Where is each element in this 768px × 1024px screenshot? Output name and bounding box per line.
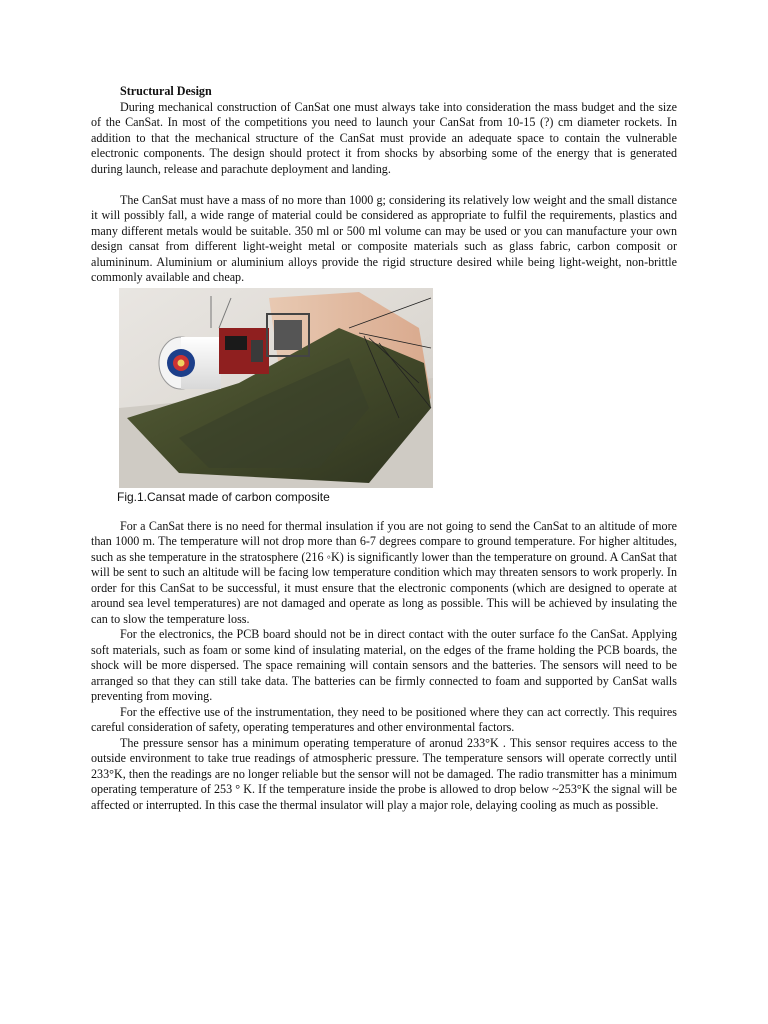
document-body <box>91 84 677 813</box>
paragraph-thermal-insulation: For a CanSat there is no need for thermal insulation if you are not going to send the CanSat to an altitude of more than 1000 m. The temperature will not drop more than 6-7 degrees compare to ground temperature. For higher altitudes, such as she temperature in the stratosphere (216 ◦K) is significantly lower than the temperature on ground. A CanSat that will be sent to such an altitude will be facing low temperature condition which may threaten sensors to work properly. In order for this CanSat to be successful, it must ensure that the electronic components (which are designed to operate at around sea level temperatures) are not damaged and operate as long as possible. This will be achieved by insulating the can to slow the temperature loss. <box>91 518 677 626</box>
figure <box>119 288 433 505</box>
paragraph-electronics: For the electronics, the PCB board should not be in direct contact with the outer surface fo the CanSat. Applying soft materials, such as foam or some kind of insulating material, on the edges of the frame holding the PCB boards, the shock will be more dispersed. The space remaining will contain sensors and the batteries. The sensors will need to be arranged so that they can still take data. The batteries can be firmly connected to foam and supported by CanSat walls preventing from moving. <box>91 627 677 703</box>
figure-caption: Fig.1.Cansat made of carbon composite <box>117 489 330 504</box>
section-heading: Structural Design <box>120 84 212 98</box>
paragraph-mass-budget: During mechanical construction of CanSat one must always take into consideration the mass budget and the size of the CanSat. In most of the competitions you need to launch your CanSat from 10-15 (?) cm diameter rockets. In addition to that the mechanical structure of the CanSat must provide an adequate space to contain the vulnerable electronic components. The design should protect it from shocks by absorbing some of the energy that is generated during launch, release and parachute deployment and landing. <box>91 99 677 176</box>
paragraph-gap <box>91 177 677 193</box>
cansat-parachute-photo <box>119 288 433 488</box>
after-figure-text <box>91 519 677 814</box>
paragraph-materials: The CanSat must have a mass of no more than 1000 g; considering its relatively low weight and the small distance it will possibly fall, a wide range of material could be considered as appropriate to fulfil the requirements, plastics and many different metals would be suitable. 350 ml or 500 ml volume can may be used or you can manufacture your own design cansat from different light-weight metal or composite materials such as glass fabric, carbon composit or alumininum. Aluminium or aluminium alloys provide the rigid structure desired while being light-weight, non-brittle commonly available and cheap. <box>91 192 677 284</box>
paragraph-instrumentation: For the effective use of the instrumentation, they need to be positioned where they can act correctly. This requires careful consideration of safety, operating temperatures and other environmental factors. <box>91 704 677 734</box>
paragraph-pressure-sensor: The pressure sensor has a minimum operating temperature of aronud 233°K . This sensor requires access to the outside environment to take true readings of atmospheric pressure. The temperature sensors will operate correctly until 233°K, then the readings are no longer reliable but the sensor will not be damaged. The radio transmitter has a minimum operating temperature of 253 ° K. If the temperature inside the probe is allowed to drop below ~253°K the signal will be affected or interrupted. In this case the thermal insulator will play a major role, delaying cooling as much as possible. <box>91 735 677 812</box>
